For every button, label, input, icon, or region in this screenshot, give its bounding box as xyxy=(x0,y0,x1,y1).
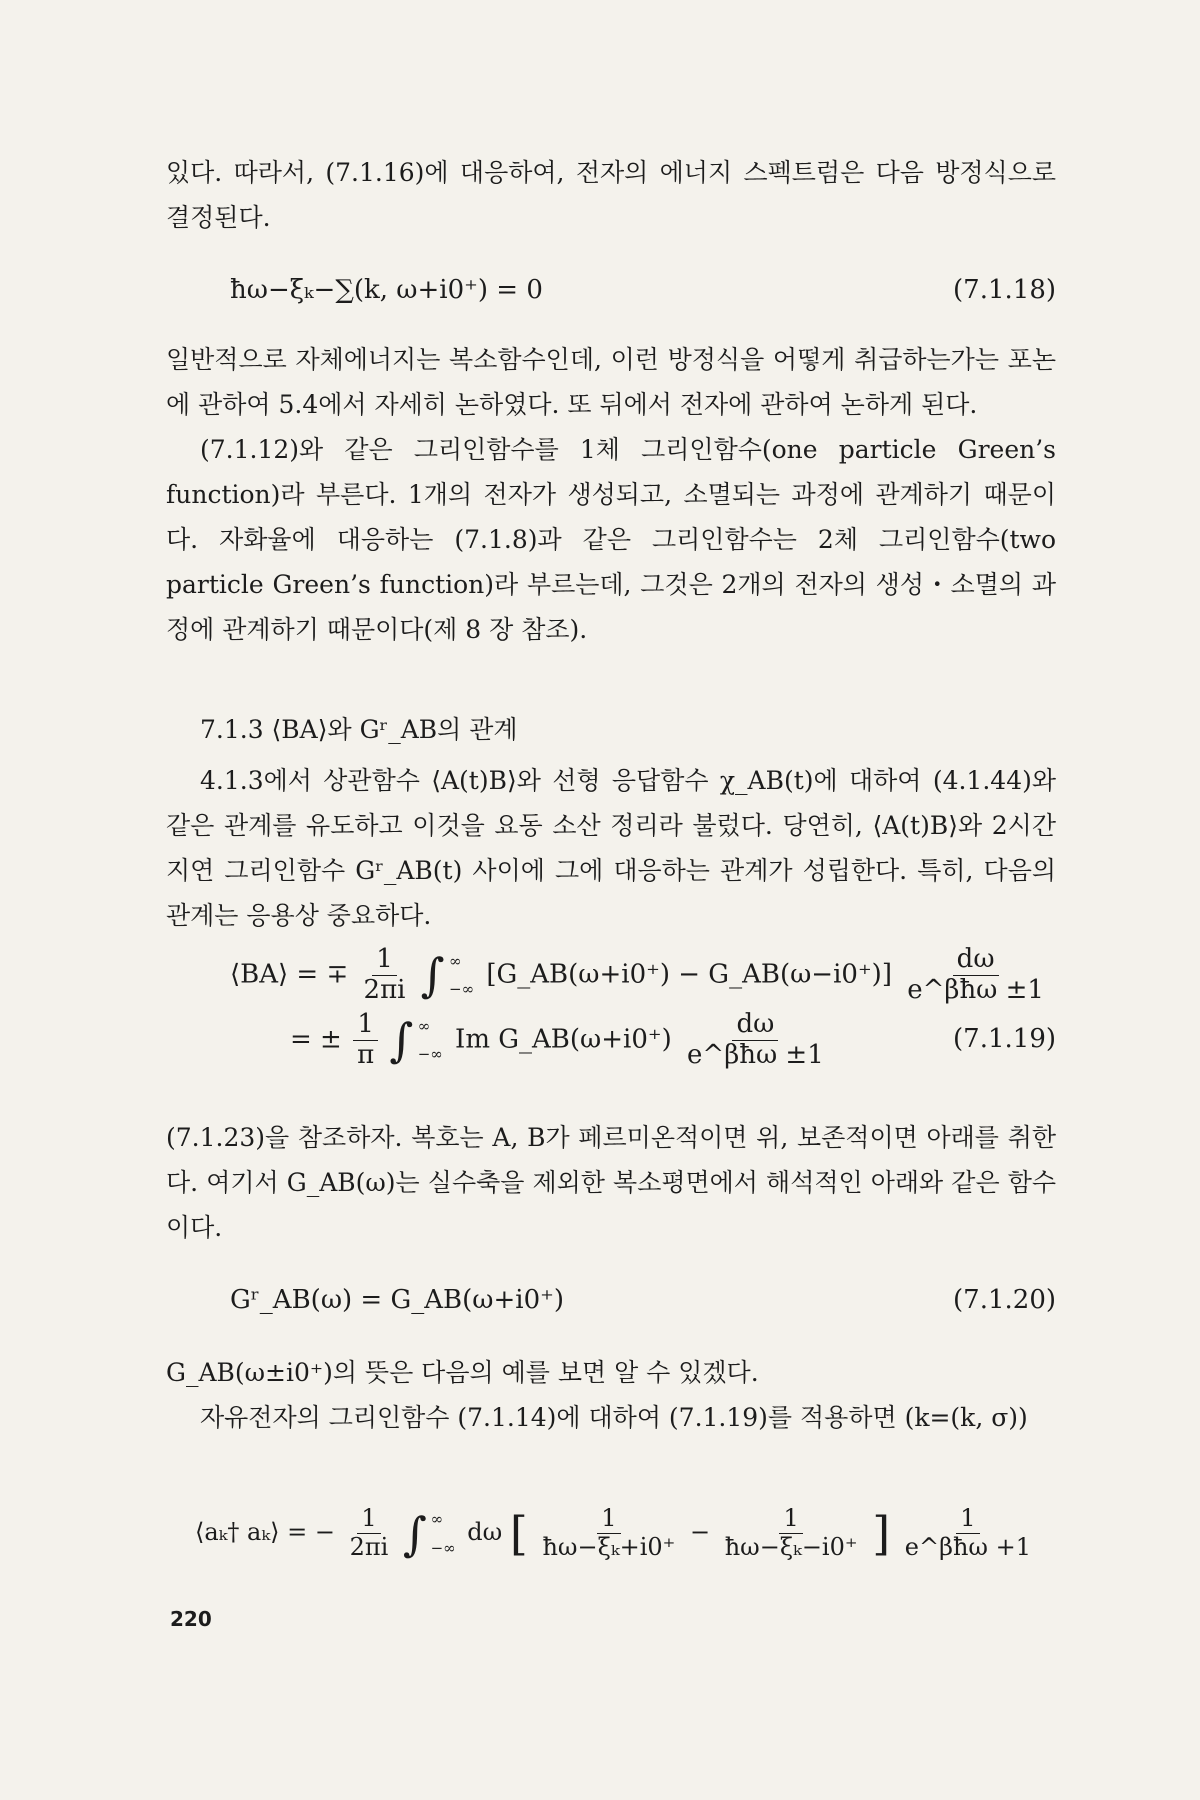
term-2 xyxy=(721,1505,862,1561)
equation-7-1-19-line-2 xyxy=(230,1010,1056,1080)
integral-sign: ∫ xyxy=(420,948,445,1003)
bracket-close: ] xyxy=(872,1506,891,1561)
numerator: dω xyxy=(732,1010,778,1041)
paragraph-1: 있다. 따라서, (7.1.16)에 대응하여, 전자의 에너지 스펙트럼은 다음 방정식으로 결정된다. xyxy=(166,158,1056,232)
numerator: 1 xyxy=(372,945,397,976)
paragraph-7: 자유전자의 그리인함수 (7.1.14)에 대하여 (7.1.19)를 적용하면 (k=(k, σ)) xyxy=(200,1403,1028,1432)
denominator: e^βħω ±1 xyxy=(687,1039,824,1070)
integral-limits xyxy=(449,947,474,1004)
minus-sign: − xyxy=(689,1518,711,1546)
numerator: 1 xyxy=(956,1505,979,1534)
weight-fraction xyxy=(903,945,1048,1006)
integral-sign: ∫ xyxy=(389,1013,414,1068)
equation-body xyxy=(230,945,1051,1006)
denominator: 2πi xyxy=(363,974,406,1005)
paragraph-4: 4.1.3에서 상관함수 ⟨A(t)B⟩와 선형 응답함수 χ_AB(t)에 대하여 (4.1.44)와 같은 관계를 유도하고 이것을 요동 소산 정리라 불렀다. 당연히, ⟨A(t)B⟩와 2시간 지연 그리인함수 Gʳ_AB(t) 사이에 그에 대응하는 관계가 성립한다. 특히, 다음의 관계는 응용상 중요하다. xyxy=(166,766,1056,930)
text-block-1 xyxy=(166,150,1056,240)
integral-sign: ∫ xyxy=(402,1506,427,1561)
denominator: e^βħω ±1 xyxy=(907,974,1044,1005)
equation-body xyxy=(195,1505,1038,1562)
text-block-5 xyxy=(166,1350,1056,1440)
equation-7-1-20 xyxy=(230,1285,1056,1335)
page-number: 220 xyxy=(170,1607,212,1631)
fraction xyxy=(346,1505,393,1561)
bracket-open: [ xyxy=(509,1506,528,1561)
differential: dω xyxy=(467,1518,503,1546)
numerator: 1 xyxy=(597,1505,620,1534)
denominator: ħω−ξₖ+i0⁺ xyxy=(542,1533,676,1561)
term-1 xyxy=(538,1505,679,1561)
numerator: 1 xyxy=(353,1010,378,1041)
integrand: Im G_AB(ω+i0⁺) xyxy=(455,1024,672,1055)
numerator: 1 xyxy=(357,1505,380,1534)
equation-number: (7.1.19) xyxy=(953,1024,1056,1054)
paragraph-2: 일반적으로 자체에너지는 복소함수인데, 이런 방정식을 어떻게 취급하는가는 포논에 관하여 5.4에서 자세히 논하였다. 또 뒤에서 전자에 관하여 논하게 된다. xyxy=(166,345,1056,419)
equation-number: (7.1.20) xyxy=(953,1285,1056,1315)
equation-body: ħω−ξₖ−∑(k, ω+i0⁺) = 0 xyxy=(230,275,543,305)
denominator: e^βħω +1 xyxy=(904,1533,1032,1561)
paragraph-5: (7.1.23)을 참조하자. 복호는 A, B가 페르미온적이면 위, 보존적이면 아래를 취한다. 여기서 G_AB(ω)는 실수축을 제외한 복소평면에서 해석적인 아래와 같은 함수이다. xyxy=(166,1123,1056,1242)
lower-limit: −∞ xyxy=(430,1538,456,1557)
upper-limit: ∞ xyxy=(417,1016,431,1035)
denominator: 2πi xyxy=(349,1533,389,1561)
equation-7-1-18 xyxy=(230,275,1056,325)
equation-number: (7.1.18) xyxy=(953,275,1056,305)
text-block-2 xyxy=(166,337,1056,652)
denominator: ħω−ξₖ−i0⁺ xyxy=(724,1533,858,1561)
fraction xyxy=(353,1010,378,1071)
integrand: [G_AB(ω+i0⁺) − G_AB(ω−i0⁺)] xyxy=(486,959,892,990)
lhs: ⟨aₖ† aₖ⟩ = − xyxy=(195,1518,335,1546)
denominator: π xyxy=(357,1039,375,1070)
lhs: ⟨BA⟩ = ∓ xyxy=(230,959,349,990)
fraction xyxy=(360,945,410,1006)
lhs: = ± xyxy=(290,1024,342,1055)
equation-7-1-19-line-1 xyxy=(230,945,1056,1015)
upper-limit: ∞ xyxy=(449,951,462,970)
integral-limits xyxy=(431,1505,456,1562)
equation-occupation xyxy=(195,1505,1065,1585)
text-block-3 xyxy=(166,758,1056,938)
upper-limit: ∞ xyxy=(430,1510,444,1528)
numerator: 1 xyxy=(779,1505,802,1534)
weight-fraction xyxy=(683,1010,828,1071)
integral-limits xyxy=(418,1012,443,1069)
text-block-4 xyxy=(166,1115,1056,1250)
paragraph-3: (7.1.12)와 같은 그리인함수를 1체 그리인함수(one particle Green’s function)라 부른다. 1개의 전자가 생성되고, 소멸되는 과정에 관계하기 때문이다. 자화율에 대응하는 (7.1.8)과 같은 그리인함수는 2체 그리인함수(two particle Green’s function)라 부르는데, 그것은 2개의 전자의 생성・소멸의 과정에 관계하기 때문이다(제 8 장 참조). xyxy=(166,435,1056,644)
equation-body: Gʳ_AB(ω) = G_AB(ω+i0⁺) xyxy=(230,1285,564,1315)
lower-limit: −∞ xyxy=(449,980,475,999)
term-3 xyxy=(901,1505,1035,1561)
lower-limit: −∞ xyxy=(417,1045,443,1064)
equation-body xyxy=(290,1010,831,1071)
paragraph-6: G_AB(ω±i0⁺)의 뜻은 다음의 예를 보면 알 수 있겠다. xyxy=(166,1358,759,1387)
numerator: dω xyxy=(953,945,999,976)
section-heading: 7.1.3 ⟨BA⟩와 Gʳ_AB의 관계 xyxy=(200,715,518,744)
